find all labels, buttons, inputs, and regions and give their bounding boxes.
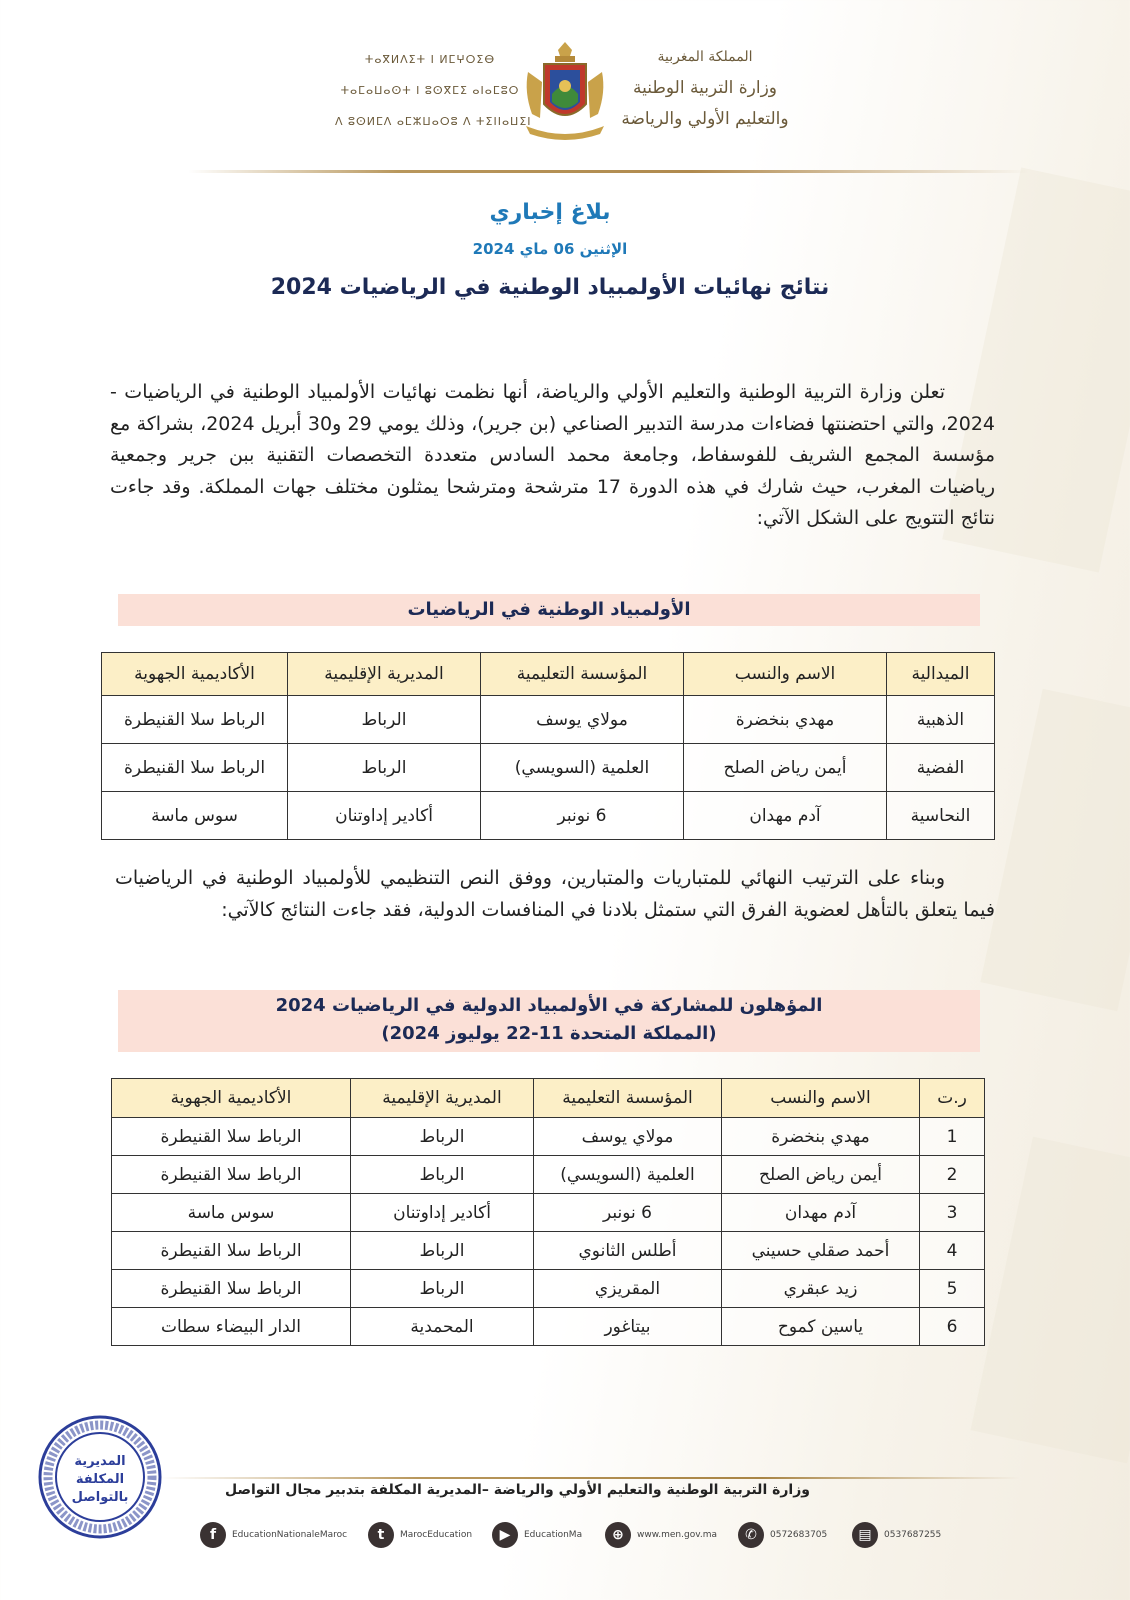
name-cell: آدم مهدان <box>684 792 887 840</box>
school-cell: مولاي يوسف <box>481 696 684 744</box>
contact-label: EducationMa <box>524 1530 583 1540</box>
contact-fax[interactable] <box>852 1520 941 1550</box>
school-cell: العلمية (السويسي) <box>481 744 684 792</box>
name-cell: مهدي بنخضرة <box>684 696 887 744</box>
name-cell: أيمن رياض الصلح <box>722 1156 920 1194</box>
column-header: ر.ت <box>920 1079 985 1118</box>
contact-label: www.men.gov.ma <box>637 1530 717 1540</box>
column-header: الميدالية <box>887 653 995 696</box>
national-results-table <box>101 652 995 840</box>
contact-website[interactable] <box>605 1520 717 1550</box>
school-cell: المقريزي <box>534 1270 722 1308</box>
kingdom-name: المملكة المغربية <box>657 49 753 65</box>
letterhead-arabic <box>610 42 800 135</box>
fax-icon: ▤ <box>852 1522 878 1548</box>
contact-label: MarocEducation <box>400 1530 473 1540</box>
stamp-text: بالتواصل <box>71 1490 129 1505</box>
medal-cell: الذهبية <box>887 696 995 744</box>
header-divider <box>188 170 1028 173</box>
table2-title-line: (المملكة المتحدة 11-22 يوليوز 2024) <box>381 1023 717 1044</box>
contact-phone[interactable] <box>738 1520 827 1550</box>
academy-cell: الرباط سلا القنيطرة <box>112 1232 351 1270</box>
academy-cell: الرباط سلا القنيطرة <box>102 744 288 792</box>
contact-label: 0537687255 <box>884 1530 942 1540</box>
table-row <box>102 696 995 744</box>
facebook-icon: f <box>200 1522 226 1548</box>
name-cell: ياسين كموح <box>722 1308 920 1346</box>
directorate-cell: الرباط <box>351 1232 534 1270</box>
international-qualifiers-table <box>111 1078 985 1346</box>
column-header: المديرية الإقليمية <box>288 653 481 696</box>
document-type-title: بلاغ إخباري <box>489 200 611 225</box>
academy-cell: الرباط سلا القنيطرة <box>102 696 288 744</box>
column-header: المؤسسة التعليمية <box>481 653 684 696</box>
school-cell: 6 نونبر <box>534 1194 722 1232</box>
rank-cell: 5 <box>920 1270 985 1308</box>
table-row <box>102 744 995 792</box>
academy-cell: سوس ماسة <box>112 1194 351 1232</box>
table-row <box>112 1308 985 1346</box>
table-row <box>112 1118 985 1156</box>
name-cell: أحمد صقلي حسيني <box>722 1232 920 1270</box>
directorate-cell: المحمدية <box>351 1308 534 1346</box>
twitter-icon: t <box>368 1522 394 1548</box>
contact-label: 0572683705 <box>770 1530 828 1540</box>
rank-cell: 2 <box>920 1156 985 1194</box>
globe-icon: ⊕ <box>605 1522 631 1548</box>
contact-twitter[interactable] <box>368 1520 472 1550</box>
academy-cell: الرباط سلا القنيطرة <box>112 1270 351 1308</box>
stamp-text: المكلفة <box>75 1472 125 1487</box>
ministry-name: وزارة التربية الوطنية <box>632 78 778 98</box>
table2-title <box>118 990 980 1052</box>
column-header: الأكاديمية الجهوية <box>102 653 288 696</box>
directorate-cell: أكادير إداوتنان <box>288 792 481 840</box>
table-row <box>112 1270 985 1308</box>
contact-facebook[interactable] <box>200 1520 347 1550</box>
table1-title: الأولمبياد الوطنية في الرياضيات <box>118 594 980 626</box>
ministry-name-cont: والتعليم الأولي والرياضة <box>621 109 789 129</box>
column-header: المؤسسة التعليمية <box>534 1079 722 1118</box>
qualification-paragraph: وبناء على الترتيب النهائي للمتباريات والمتبارين، ووفق النص التنظيمي للأولمبياد الوطنية في الرياضيات فيما يتعلق بالتأهل لعضوية الفرق التي ستمثل بلادنا في المنافسات الدولية، فقد جاءت النتائج كالآتي: <box>115 867 995 921</box>
directorate-cell: الرباط <box>351 1156 534 1194</box>
table-header-row <box>102 653 995 696</box>
letterhead-tifinagh <box>335 44 532 137</box>
background-shape <box>980 689 1130 1012</box>
school-cell: العلمية (السويسي) <box>534 1156 722 1194</box>
table-row <box>102 792 995 840</box>
school-cell: مولاي يوسف <box>534 1118 722 1156</box>
name-cell: أيمن رياض الصلح <box>684 744 887 792</box>
column-header: المديرية الإقليمية <box>351 1079 534 1118</box>
table-row <box>112 1232 985 1270</box>
rank-cell: 4 <box>920 1232 985 1270</box>
footer-ministry-text: وزارة التربية الوطنية والتعليم الأولي والرياضة –المديرية المكلفة بتدبير مجال التواصل <box>224 1482 810 1498</box>
directorate-cell: الرباط <box>351 1270 534 1308</box>
letterhead <box>0 40 1130 150</box>
contact-youtube[interactable] <box>492 1520 582 1550</box>
table2-title-line: المؤهلون للمشاركة في الأولمبياد الدولية في الرياضيات 2024 <box>275 995 823 1016</box>
academy-cell: الدار البيضاء سطات <box>112 1308 351 1346</box>
medal-cell: الفضية <box>887 744 995 792</box>
academy-cell: الرباط سلا القنيطرة <box>112 1156 351 1194</box>
tifinagh-line: ⵜⴰⴳⵍⴷⵉⵜ ⵏ ⵍⵎⵖⵔⵉⴱ <box>364 53 496 66</box>
directorate-cell: الرباط <box>288 744 481 792</box>
phone-icon: ✆ <box>738 1522 764 1548</box>
name-cell: آدم مهدان <box>722 1194 920 1232</box>
academy-cell: سوس ماسة <box>102 792 288 840</box>
column-header: الاسم والنسب <box>722 1079 920 1118</box>
school-cell: بيتاغور <box>534 1308 722 1346</box>
footer-divider <box>160 1477 1020 1479</box>
contact-label: EducationNationaleMaroc <box>232 1530 348 1540</box>
footer-contacts <box>200 1520 960 1550</box>
column-header: الاسم والنسب <box>684 653 887 696</box>
stamp-text: المديرية <box>74 1454 126 1469</box>
column-header: الأكاديمية الجهوية <box>112 1079 351 1118</box>
rank-cell: 6 <box>920 1308 985 1346</box>
intro-paragraph: تعلن وزارة التربية الوطنية والتعليم الأولي والرياضة، أنها نظمت نهائيات الأولمبياد الوطنية في الرياضيات - 2024، والتي احتضنتها فضاءات مدرسة التدبير الصناعي (بن جرير)، وذلك يومي 29 و30 أبريل 2024، بشراكة مع مؤسسة المجمع الشريف للفوسفاط، وجامعة محمد السادس متعددة التخصصات التقنية ببن جرير وجمعية رياضيات المغرب، حيث شارك في هذه الدورة 17 مترشحة ومترشحا يمثلون مختلف جهات المملكة. وقد جاءت نتائج التتويج على الشكل الآتي: <box>110 381 996 529</box>
directorate-cell: الرباط <box>351 1118 534 1156</box>
background-shape <box>971 1137 1130 1464</box>
table-row <box>112 1194 985 1232</box>
academy-cell: الرباط سلا القنيطرة <box>112 1118 351 1156</box>
document-subject: نتائج نهائيات الأولمبياد الوطنية في الرياضيات 2024 <box>270 275 830 300</box>
school-cell: أطلس الثانوي <box>534 1232 722 1270</box>
name-cell: زيد عبقري <box>722 1270 920 1308</box>
directorate-cell: أكادير إداوتنان <box>351 1194 534 1232</box>
youtube-icon: ▶ <box>492 1522 518 1548</box>
rank-cell: 1 <box>920 1118 985 1156</box>
royal-coat-of-arms-icon <box>522 42 608 140</box>
document-date: الإثنين 06 ماي 2024 <box>472 240 628 258</box>
directorate-cell: الرباط <box>288 696 481 744</box>
table-header-row <box>112 1079 985 1118</box>
official-stamp-icon <box>36 1413 164 1541</box>
tifinagh-line: ⵜⴰⵎⴰⵡⴰⵙⵜ ⵏ ⵓⵙⴳⵎⵉ ⴰⵏⴰⵎⵓⵔ <box>340 84 520 97</box>
medal-cell: النحاسية <box>887 792 995 840</box>
tifinagh-line: ⴷ ⵓⵙⵍⵎⴷ ⴰⵎⵣⵡⴰⵔⵓ ⴷ ⵜⵉⵏⵏⴰⵡⵉⵏ <box>335 115 532 128</box>
school-cell: 6 نونبر <box>481 792 684 840</box>
table-row <box>112 1156 985 1194</box>
rank-cell: 3 <box>920 1194 985 1232</box>
name-cell: مهدي بنخضرة <box>722 1118 920 1156</box>
